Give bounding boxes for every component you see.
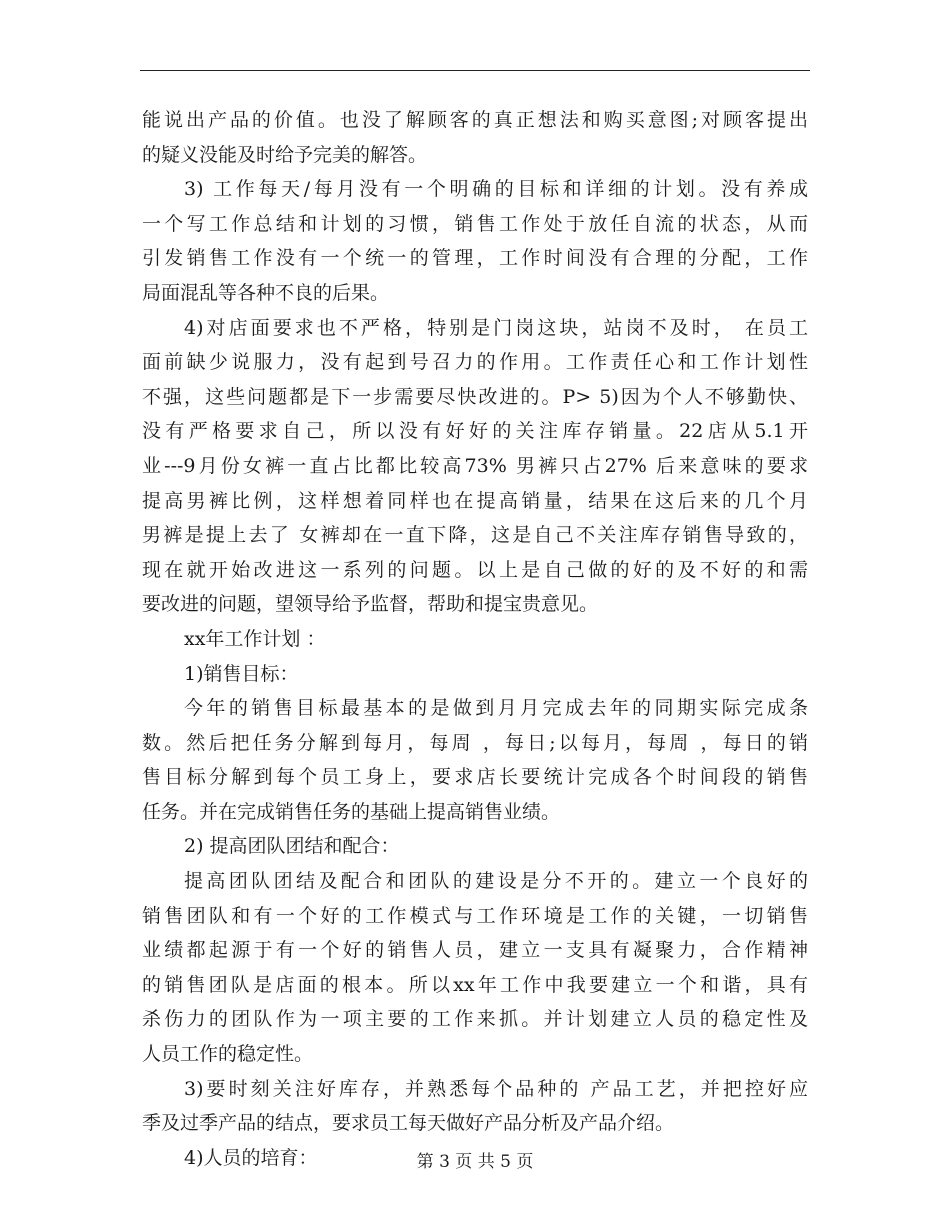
text-line: 局面混乱等各种不良的后果。 (142, 281, 390, 304)
section-heading: xx年工作计划 ： (184, 627, 326, 650)
text-line: 的疑义没能及时给予完美的解答。 (142, 143, 428, 166)
page-number-footer: 第 3 页 共 5 页 (416, 1152, 534, 1172)
text-line: 现在就开始改进这一系列的问题。以上是自己做的好的及不好的和需 (142, 558, 808, 581)
text-line: 销售团队和有一个好的工作模式与工作环境是工作的关键，一切销售 (142, 904, 808, 927)
text-line: 的销售团队是店面的根本。所以xx年工作中我要建立一个和谐，具有 (142, 973, 808, 996)
text-line: 能说出产品的价值。也没了解顾客的真正想法和购买意图;对顾客提出 (142, 109, 808, 131)
text-line: 杀伤力的团队作为一项主要的工作来抓。并计划建立人员的稳定性及 (142, 1008, 808, 1031)
text-line: 业---9月份女裤一直占比都比较高73% 男裤只占27% 后来意味的要求 (142, 454, 808, 477)
document-body (142, 103, 808, 1175)
text-line: 要改进的问题，望领导给予监督，帮助和提宝贵意见。 (142, 593, 599, 616)
text-line: 人员工作的稳定性。 (142, 1043, 314, 1066)
header-rule (140, 70, 810, 71)
text-line: 3) 工作每天/每月没有一个明确的目标和详细的计划。没有养成 (184, 178, 808, 201)
text-line: 男裤是提上去了 女裤却在一直下降，这是自己不关注库存销售导致的， (142, 524, 808, 547)
subsection-heading: 2) 提高团队团结和配合： (184, 835, 400, 858)
text-line: 面前缺少说服力，没有起到号召力的作用。工作责任心和工作计划性 (142, 351, 808, 374)
text-line: 季及过季产品的结点，要求员工每天做好产品分析及产品介绍。 (142, 1112, 675, 1135)
subsection-heading: 1)销售目标： (184, 662, 299, 685)
text-line: 任务。并在完成销售任务的基础上提高销售业绩。 (142, 800, 561, 823)
text-line: 不强，这些问题都是下一步需要尽快改进的。P> 5)因为个人不够勤快、 (142, 385, 808, 408)
text-line: 数。然后把任务分解到每月，每周 ，每日;以每月，每周 ，每日的销 (142, 731, 808, 754)
text-line: 4)对店面要求也不严格，特别是门岗这块，站岗不及时， 在员工 (184, 316, 808, 339)
text-line: 没有严格要求自己，所以没有好好的关注库存销量。22店从5.1开 (142, 420, 808, 443)
text-line: 3)要时刻关注好库存，并熟悉每个品种的 产品工艺，并把控好应 (184, 1077, 808, 1100)
text-line: 业绩都起源于有一个好的销售人员，建立一支具有凝聚力，合作精神 (142, 939, 808, 962)
text-line: 一个写工作总结和计划的习惯，销售工作处于放任自流的状态，从而 (142, 212, 808, 235)
subsection-heading: 4)人员的培育： (184, 1146, 318, 1169)
text-line: 引发销售工作没有一个统一的管理，工作时间没有合理的分配，工作 (142, 247, 808, 270)
text-line: 提高团队团结及配合和团队的建设是分不开的。建立一个良好的 (184, 870, 808, 893)
text-line: 今年的销售目标最基本的是做到月月完成去年的同期实际完成条 (184, 697, 808, 720)
text-line: 售目标分解到每个员工身上，要求店长要统计完成各个时间段的销售 (142, 766, 808, 789)
text-line: 提高男裤比例，这样想着同样也在提高销量，结果在这后来的几个月 (142, 489, 808, 512)
